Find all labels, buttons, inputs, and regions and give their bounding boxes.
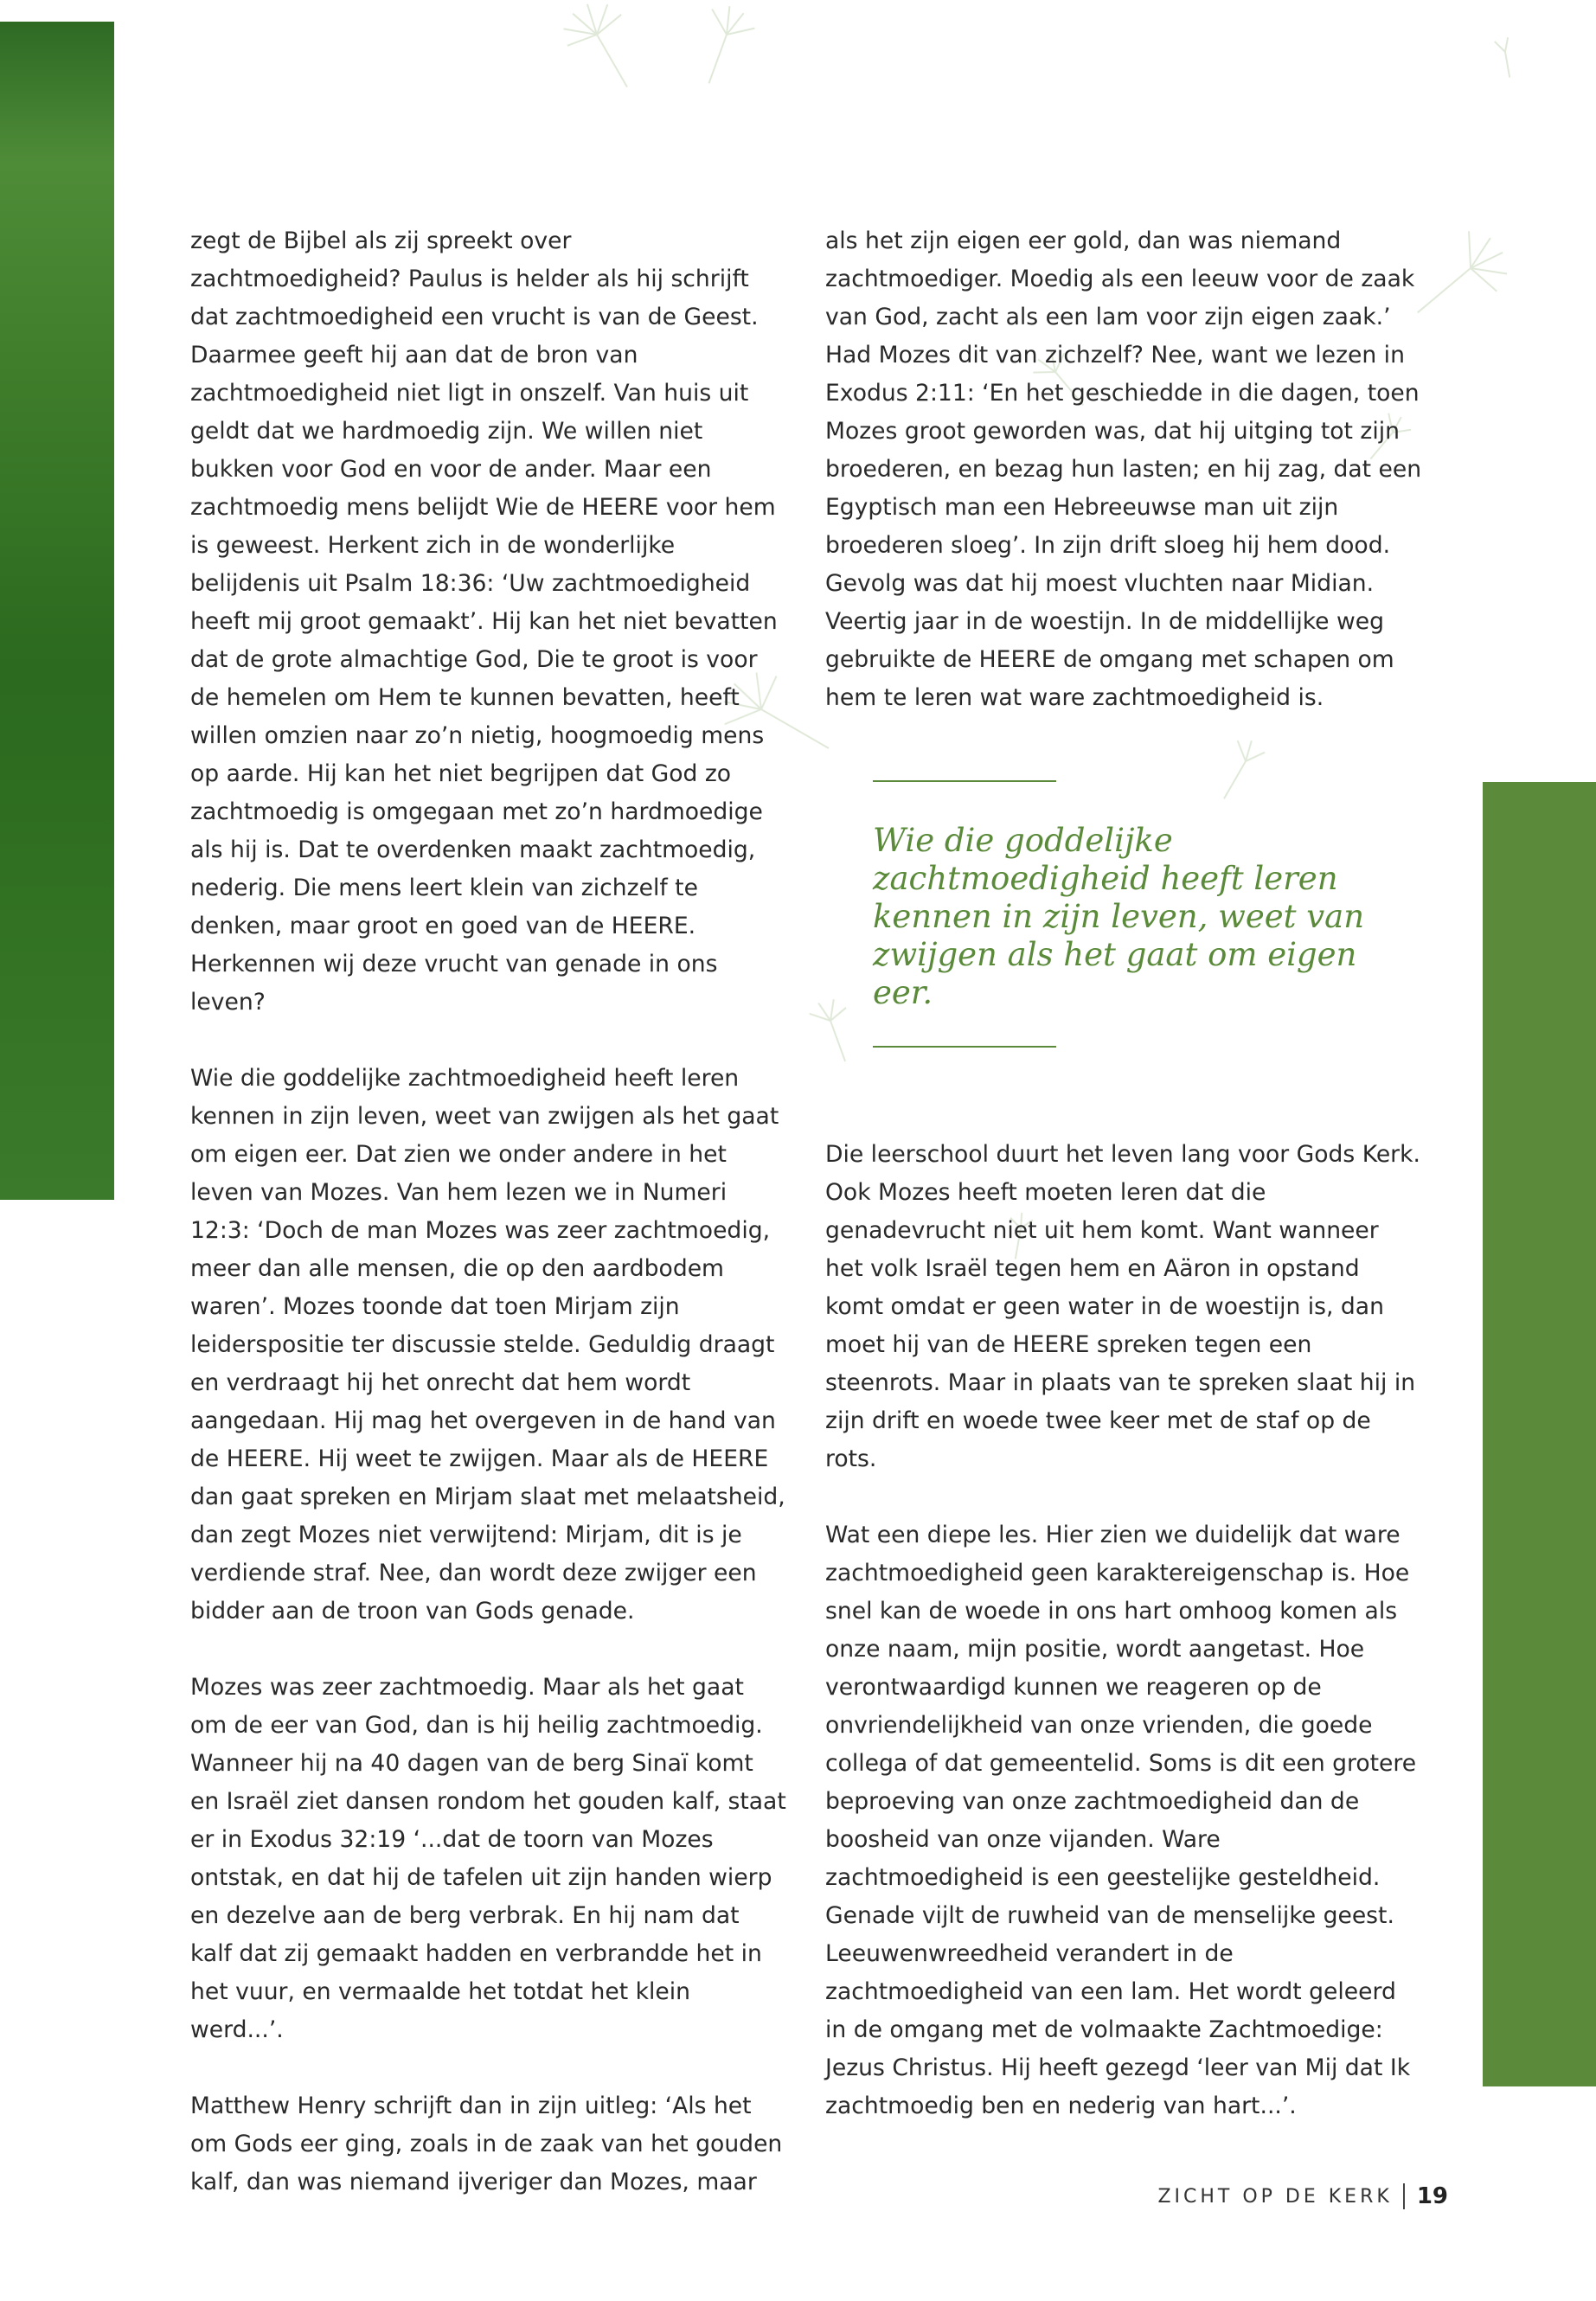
body-paragraph: Mozes was zeer zachtmoedig. Maar als het gaat om de eer van God, dan is hij heilig zachtmoedig. Wanneer hij na 40 dagen van de berg Sinaï komt en Israël ziet dansen rondom het gouden kalf, staat er in Exodus 32:19 ‘...dat de toorn van Mozes ontstak, en dat hij de tafelen uit zijn handen wierp en dezelve aan de berg verbrak. En hij nam dat kalf dat zij gemaakt hadden en verbrandde het in het vuur, en vermaalde het totdat het klein werd...’.: [190, 1674, 786, 2043]
right-green-bar: [1483, 782, 1596, 2086]
page-footer: [1157, 2183, 1448, 2209]
body-paragraph: Matthew Henry schrijft dan in zijn uitleg: ‘Als het om Gods eer ging, zoals in de zaak van het gouden kalf, dan was niemand ijveriger dan Mozes, maar: [190, 2093, 783, 2195]
body-paragraph: als het zijn eigen eer gold, dan was niemand zachtmoediger. Moedig als een leeuw voor de zaak van God, zacht als een lam voor zijn eigen zaak.’ Had Mozes dit van zichzelf? Nee, want we lezen in Exodus 2:11: ‘En het geschiedde in die dagen, toen Mozes groot geworden was, dat hij uitging tot zijn broederen, en bezag hun lasten; en hij zag, dat een Egyptisch man een Hebreeuwse man uit zijn broederen sloeg’. In zijn drift sloeg hij hem dood. Gevolg was dat hij moest vluchten naar Midian. Veertig jaar in de woestijn. In de middellijke weg gebruikte de HEERE de omgang met schapen om hem te leren wat ware zachtmoedigheid is.: [825, 228, 1422, 711]
body-paragraph: Wie die goddelijke zachtmoedigheid heeft leren kennen in zijn leven, weet van zwijgen als het gaat om eigen eer. Dat zien we onder andere in het leven van Mozes. Van hem lezen we in Numeri 12:3: ‘Doch de man Mozes was zeer zachtmoedig, meer dan alle mensen, die op den aardbodem waren’. Mozes toonde dat toen Mirjam zijn leiderspositie ter discussie stelde. Geduldig draagt en verdraagt hij het onrecht dat hem wordt aangedaan. Hij mag het overgeven in de hand van de HEERE. Hij weet te zwijgen. Maar als de HEERE dan gaat spreken en Mirjam slaat met melaatsheid, dan zegt Mozes niet verwijtend: Mirjam, dit is je verdiende straf. Nee, dan wordt deze zwijger een bidder aan de troon van Gods genade.: [190, 1065, 785, 1625]
pull-quote-rule-top: [873, 780, 1056, 782]
body-paragraph: Die leerschool duurt het leven lang voor Gods Kerk. Ook Mozes heeft moeten leren dat die genadevrucht niet uit hem komt. Want wanneer het volk Israël tegen hem en Aäron in opstand komt omdat er geen water in de woestijn is, dan moet hij van de HEERE spreken tegen een steenrots. Maar in plaats van te spreken slaat hij in zijn drift en woede twee keer met de staf op de rots.: [825, 1141, 1420, 1472]
magazine-title: ZICHT OP DE KERK: [1157, 2185, 1393, 2208]
pull-quote: Wie die goddelijke zachtmoedigheid heeft leren kennen in zijn leven, weet van zwijgen als het gaat om eigen eer.: [873, 822, 1365, 1011]
left-green-bar: [0, 22, 114, 1200]
pull-quote-rule-bottom: [873, 1046, 1056, 1048]
body-paragraph: zegt de Bijbel als zij spreekt over zachtmoedigheid? Paulus is helder als hij schrijft dat zachtmoedigheid een vrucht is van de Geest. Daarmee geeft hij aan dat de bron van zachtmoedigheid niet ligt in onszelf. Van huis uit geldt dat we hardmoedig zijn. We willen niet bukken voor God en voor de ander. Maar een zachtmoedig mens belijdt Wie de HEERE voor hem is geweest. Herkent zich in de wonderlijke belijdenis uit Psalm 18:36: ‘Uw zachtmoedigheid heeft mij groot gemaakt’. Hij kan het niet bevatten dat de grote almachtige God, Die te groot is voor de hemelen om Hem te kunnen bevatten, heeft willen omzien naar zo’n nietig, hoogmoedig mens op aarde. Hij kan het niet begrijpen dat God zo zachtmoedig is omgegaan met zo’n hardmoedige als hij is. Dat te overdenken maakt zachtmoedig, nederig. Die mens leert klein van zichzelf te denken, maar groot en goed van de HEERE. Herkennen wij deze vrucht van genade in ons leven?: [190, 228, 778, 1016]
article-column-left: [190, 222, 787, 2240]
article-column-right-top: [825, 222, 1422, 755]
page-number: 19: [1416, 2183, 1448, 2209]
body-paragraph: Wat een diepe les. Hier zien we duidelijk dat ware zachtmoedigheid geen karaktereigenschap is. Hoe snel kan de woede in ons hart omhoog komen als onze naam, mijn positie, wordt aangetast. Hoe verontwaardigd kunnen we reageren op de onvriendelijkheid van onze vrienden, die goede collega of dat gemeentelid. Soms is dit een grotere beproeving van onze zachtmoedigheid dan de boosheid van onze vijanden. Ware zachtmoedigheid is een geestelijke gesteldheid. Genade vijlt de ruwheid van de menselijke geest. Leeuwenwreedheid verandert in de zachtmoedigheid van een lam. Het wordt geleerd in de omgang met de volmaakte Zachtmoedige: Jezus Christus. Hij heeft gezegd ‘leer van Mij dat Ik zachtmoedig ben en nederig van hart...’.: [825, 1522, 1417, 2119]
footer-divider: [1403, 2183, 1405, 2209]
article-column-right-bottom: [825, 1136, 1422, 2163]
